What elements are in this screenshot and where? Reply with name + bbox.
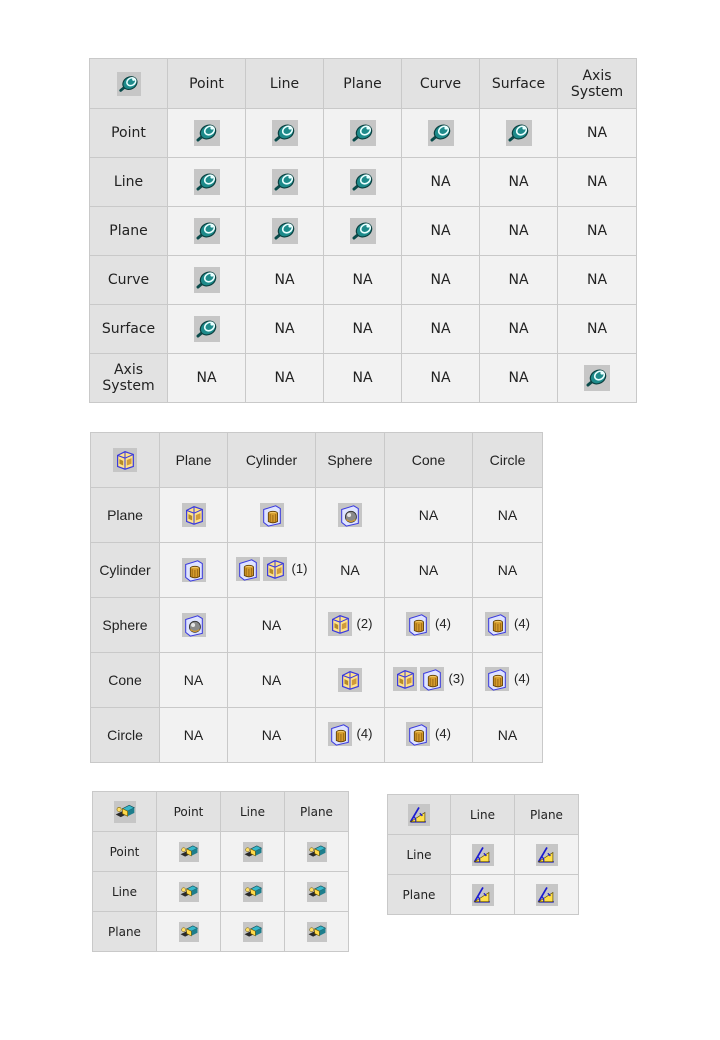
table-row xyxy=(388,835,579,875)
cylinder-contact-icon xyxy=(236,556,260,582)
table-cell: NA xyxy=(558,305,637,354)
surface-contact-icon xyxy=(393,666,417,692)
row-header: Surface xyxy=(90,305,168,354)
table-row xyxy=(93,912,349,952)
offset-constraint-icon xyxy=(306,842,328,862)
table-cell: NA xyxy=(228,598,316,653)
table-cell: NA xyxy=(480,354,558,403)
surface-contact-icon xyxy=(338,667,362,693)
table-corner-cell xyxy=(93,792,157,832)
table-cell xyxy=(168,158,246,207)
table-cell xyxy=(316,488,385,543)
footnote-marker: (4) xyxy=(435,726,451,741)
table-cell xyxy=(316,708,385,763)
table-cell xyxy=(168,305,246,354)
table-cell xyxy=(246,109,324,158)
table-cell xyxy=(402,109,480,158)
coincidence-constraint-icon xyxy=(350,218,376,244)
coincidence-constraint-icon xyxy=(506,120,532,146)
table-cell xyxy=(473,598,543,653)
coincidence-constraint-icon xyxy=(350,120,376,146)
table-row xyxy=(90,256,637,305)
table-cell: NA xyxy=(402,305,480,354)
table-row xyxy=(90,158,637,207)
table-row xyxy=(90,305,637,354)
cylinder-contact-icon xyxy=(485,666,509,692)
row-header: Plane xyxy=(90,207,168,256)
cylinder-contact-icon xyxy=(406,721,430,747)
column-header: Point xyxy=(157,792,221,832)
column-header: Line xyxy=(246,59,324,109)
offset-constraint-icon xyxy=(242,922,264,942)
footnote-marker: (4) xyxy=(514,671,530,686)
table-cell: NA xyxy=(558,207,637,256)
contact-compatibility-table xyxy=(90,432,543,763)
table-corner-cell xyxy=(90,59,168,109)
table-cell xyxy=(221,912,285,952)
table-cell: NA xyxy=(385,488,473,543)
table-cell xyxy=(451,875,515,915)
table-cell xyxy=(515,875,579,915)
offset-constraint-icon xyxy=(178,882,200,902)
table-row xyxy=(91,488,543,543)
table-cell: NA xyxy=(246,354,324,403)
offset-constraint-icon xyxy=(306,882,328,902)
table-cell xyxy=(385,653,473,708)
table-cell: NA xyxy=(324,256,402,305)
table-cell xyxy=(160,543,228,598)
table-cell xyxy=(324,207,402,256)
table-cell xyxy=(451,835,515,875)
cylinder-contact-icon xyxy=(406,611,430,637)
footnote-marker: (4) xyxy=(435,616,451,631)
row-header: Axis System xyxy=(90,354,168,403)
row-header: Circle xyxy=(91,708,160,763)
column-header: Axis System xyxy=(558,59,637,109)
table-cell xyxy=(160,598,228,653)
table-cell xyxy=(316,598,385,653)
table-cell: NA xyxy=(473,708,543,763)
row-header: Point xyxy=(93,832,157,872)
table-header-row xyxy=(93,792,349,832)
table-cell: NA xyxy=(402,158,480,207)
table-row xyxy=(91,598,543,653)
coincidence-constraint-icon xyxy=(117,72,141,96)
table-cell: NA xyxy=(480,305,558,354)
table-cell: NA xyxy=(480,256,558,305)
coincidence-constraint-icon xyxy=(194,316,220,342)
table-cell: NA xyxy=(324,305,402,354)
table-cell: NA xyxy=(160,708,228,763)
footnote-marker: (2) xyxy=(356,616,373,631)
column-header: Line xyxy=(221,792,285,832)
table-cell xyxy=(480,109,558,158)
coincidence-compatibility-table xyxy=(89,58,637,403)
table-cell xyxy=(157,912,221,952)
cylinder-contact-icon xyxy=(260,502,284,528)
row-header: Point xyxy=(90,109,168,158)
footnote-marker: (4) xyxy=(514,616,530,631)
table-row xyxy=(90,207,637,256)
surface-contact-icon xyxy=(182,502,206,528)
offset-constraint-icon xyxy=(178,922,200,942)
cylinder-contact-icon xyxy=(182,557,206,583)
table-header-row xyxy=(90,59,637,109)
row-header: Cone xyxy=(91,653,160,708)
table-cell xyxy=(157,832,221,872)
table-cell xyxy=(228,488,316,543)
table-cell: NA xyxy=(558,158,637,207)
table-cell xyxy=(285,912,349,952)
table-header-row xyxy=(91,433,543,488)
coincidence-constraint-icon xyxy=(350,169,376,195)
table-cell: NA xyxy=(168,354,246,403)
table-cell xyxy=(473,653,543,708)
table-cell: NA xyxy=(160,653,228,708)
table-cell: NA xyxy=(324,354,402,403)
coincidence-constraint-icon xyxy=(272,169,298,195)
coincidence-constraint-icon xyxy=(194,169,220,195)
table-row xyxy=(90,109,637,158)
coincidence-constraint-icon xyxy=(194,267,220,293)
table-row xyxy=(91,543,543,598)
angle-constraint-icon xyxy=(472,844,494,866)
row-header: Plane xyxy=(93,912,157,952)
table-cell xyxy=(168,207,246,256)
row-header: Plane xyxy=(91,488,160,543)
table-row xyxy=(91,653,543,708)
table-cell xyxy=(221,832,285,872)
column-header: Sphere xyxy=(316,433,385,488)
table-cell: NA xyxy=(558,109,637,158)
row-header: Line xyxy=(90,158,168,207)
table-cell xyxy=(285,872,349,912)
table-cell xyxy=(157,872,221,912)
angle-compatibility-table xyxy=(387,794,579,915)
coincidence-constraint-icon xyxy=(584,365,610,391)
table-cell xyxy=(385,598,473,653)
table-row xyxy=(90,354,637,403)
coincidence-constraint-icon xyxy=(272,218,298,244)
row-header: Cylinder xyxy=(91,543,160,598)
table-cell xyxy=(246,158,324,207)
row-header: Plane xyxy=(388,875,451,915)
table-cell xyxy=(168,109,246,158)
column-header: Circle xyxy=(473,433,543,488)
table-cell xyxy=(285,832,349,872)
table-cell: NA xyxy=(402,354,480,403)
offset-compatibility-table xyxy=(92,791,349,952)
table-row xyxy=(93,872,349,912)
angle-constraint-icon xyxy=(536,884,558,906)
row-header: Curve xyxy=(90,256,168,305)
contact-constraint-icon xyxy=(113,448,137,472)
column-header: Cone xyxy=(385,433,473,488)
offset-constraint-icon xyxy=(178,842,200,862)
coincidence-constraint-icon xyxy=(272,120,298,146)
angle-constraint-icon xyxy=(408,804,430,826)
column-header: Curve xyxy=(402,59,480,109)
table-cell xyxy=(168,256,246,305)
table-cell xyxy=(558,354,637,403)
offset-constraint-icon xyxy=(242,842,264,862)
surface-contact-icon xyxy=(328,611,352,637)
cylinder-contact-icon xyxy=(420,666,444,692)
coincidence-constraint-icon xyxy=(194,218,220,244)
column-header: Surface xyxy=(480,59,558,109)
table-cell xyxy=(221,872,285,912)
table-cell: NA xyxy=(402,256,480,305)
table-row xyxy=(91,708,543,763)
column-header: Plane xyxy=(160,433,228,488)
angle-constraint-icon xyxy=(472,884,494,906)
table-cell: NA xyxy=(558,256,637,305)
offset-constraint-icon xyxy=(242,882,264,902)
row-header: Line xyxy=(93,872,157,912)
table-cell xyxy=(324,158,402,207)
coincidence-constraint-icon xyxy=(428,120,454,146)
column-header: Plane xyxy=(324,59,402,109)
table-cell xyxy=(324,109,402,158)
table-cell: NA xyxy=(246,256,324,305)
column-header: Plane xyxy=(285,792,349,832)
column-header: Point xyxy=(168,59,246,109)
footnote-marker: (3) xyxy=(448,671,465,686)
table-corner-cell xyxy=(388,795,451,835)
cylinder-contact-icon xyxy=(485,611,509,637)
table-cell: NA xyxy=(228,708,316,763)
table-cell: NA xyxy=(480,207,558,256)
table-cell: NA xyxy=(385,543,473,598)
table-cell: NA xyxy=(473,543,543,598)
column-header: Cylinder xyxy=(228,433,316,488)
table-cell: NA xyxy=(228,653,316,708)
table-header-row xyxy=(388,795,579,835)
table-cell xyxy=(228,543,316,598)
table-cell: NA xyxy=(316,543,385,598)
surface-contact-icon xyxy=(263,556,287,582)
footnote-marker: (1) xyxy=(291,561,308,576)
table-cell xyxy=(385,708,473,763)
angle-constraint-icon xyxy=(536,844,558,866)
table-corner-cell xyxy=(91,433,160,488)
row-header: Sphere xyxy=(91,598,160,653)
sphere-contact-icon xyxy=(338,502,362,528)
footnote-marker: (4) xyxy=(356,726,373,741)
offset-constraint-icon xyxy=(306,922,328,942)
table-cell: NA xyxy=(402,207,480,256)
table-cell xyxy=(160,488,228,543)
coincidence-constraint-icon xyxy=(194,120,220,146)
offset-constraint-icon xyxy=(114,801,136,823)
column-header: Plane xyxy=(515,795,579,835)
table-cell xyxy=(515,835,579,875)
table-cell: NA xyxy=(480,158,558,207)
table-cell: NA xyxy=(246,305,324,354)
table-row xyxy=(93,832,349,872)
row-header: Line xyxy=(388,835,451,875)
table-row xyxy=(388,875,579,915)
table-cell xyxy=(316,653,385,708)
column-header: Line xyxy=(451,795,515,835)
table-cell: NA xyxy=(473,488,543,543)
cylinder-contact-icon xyxy=(328,721,352,747)
sphere-contact-icon xyxy=(182,612,206,638)
table-cell xyxy=(246,207,324,256)
